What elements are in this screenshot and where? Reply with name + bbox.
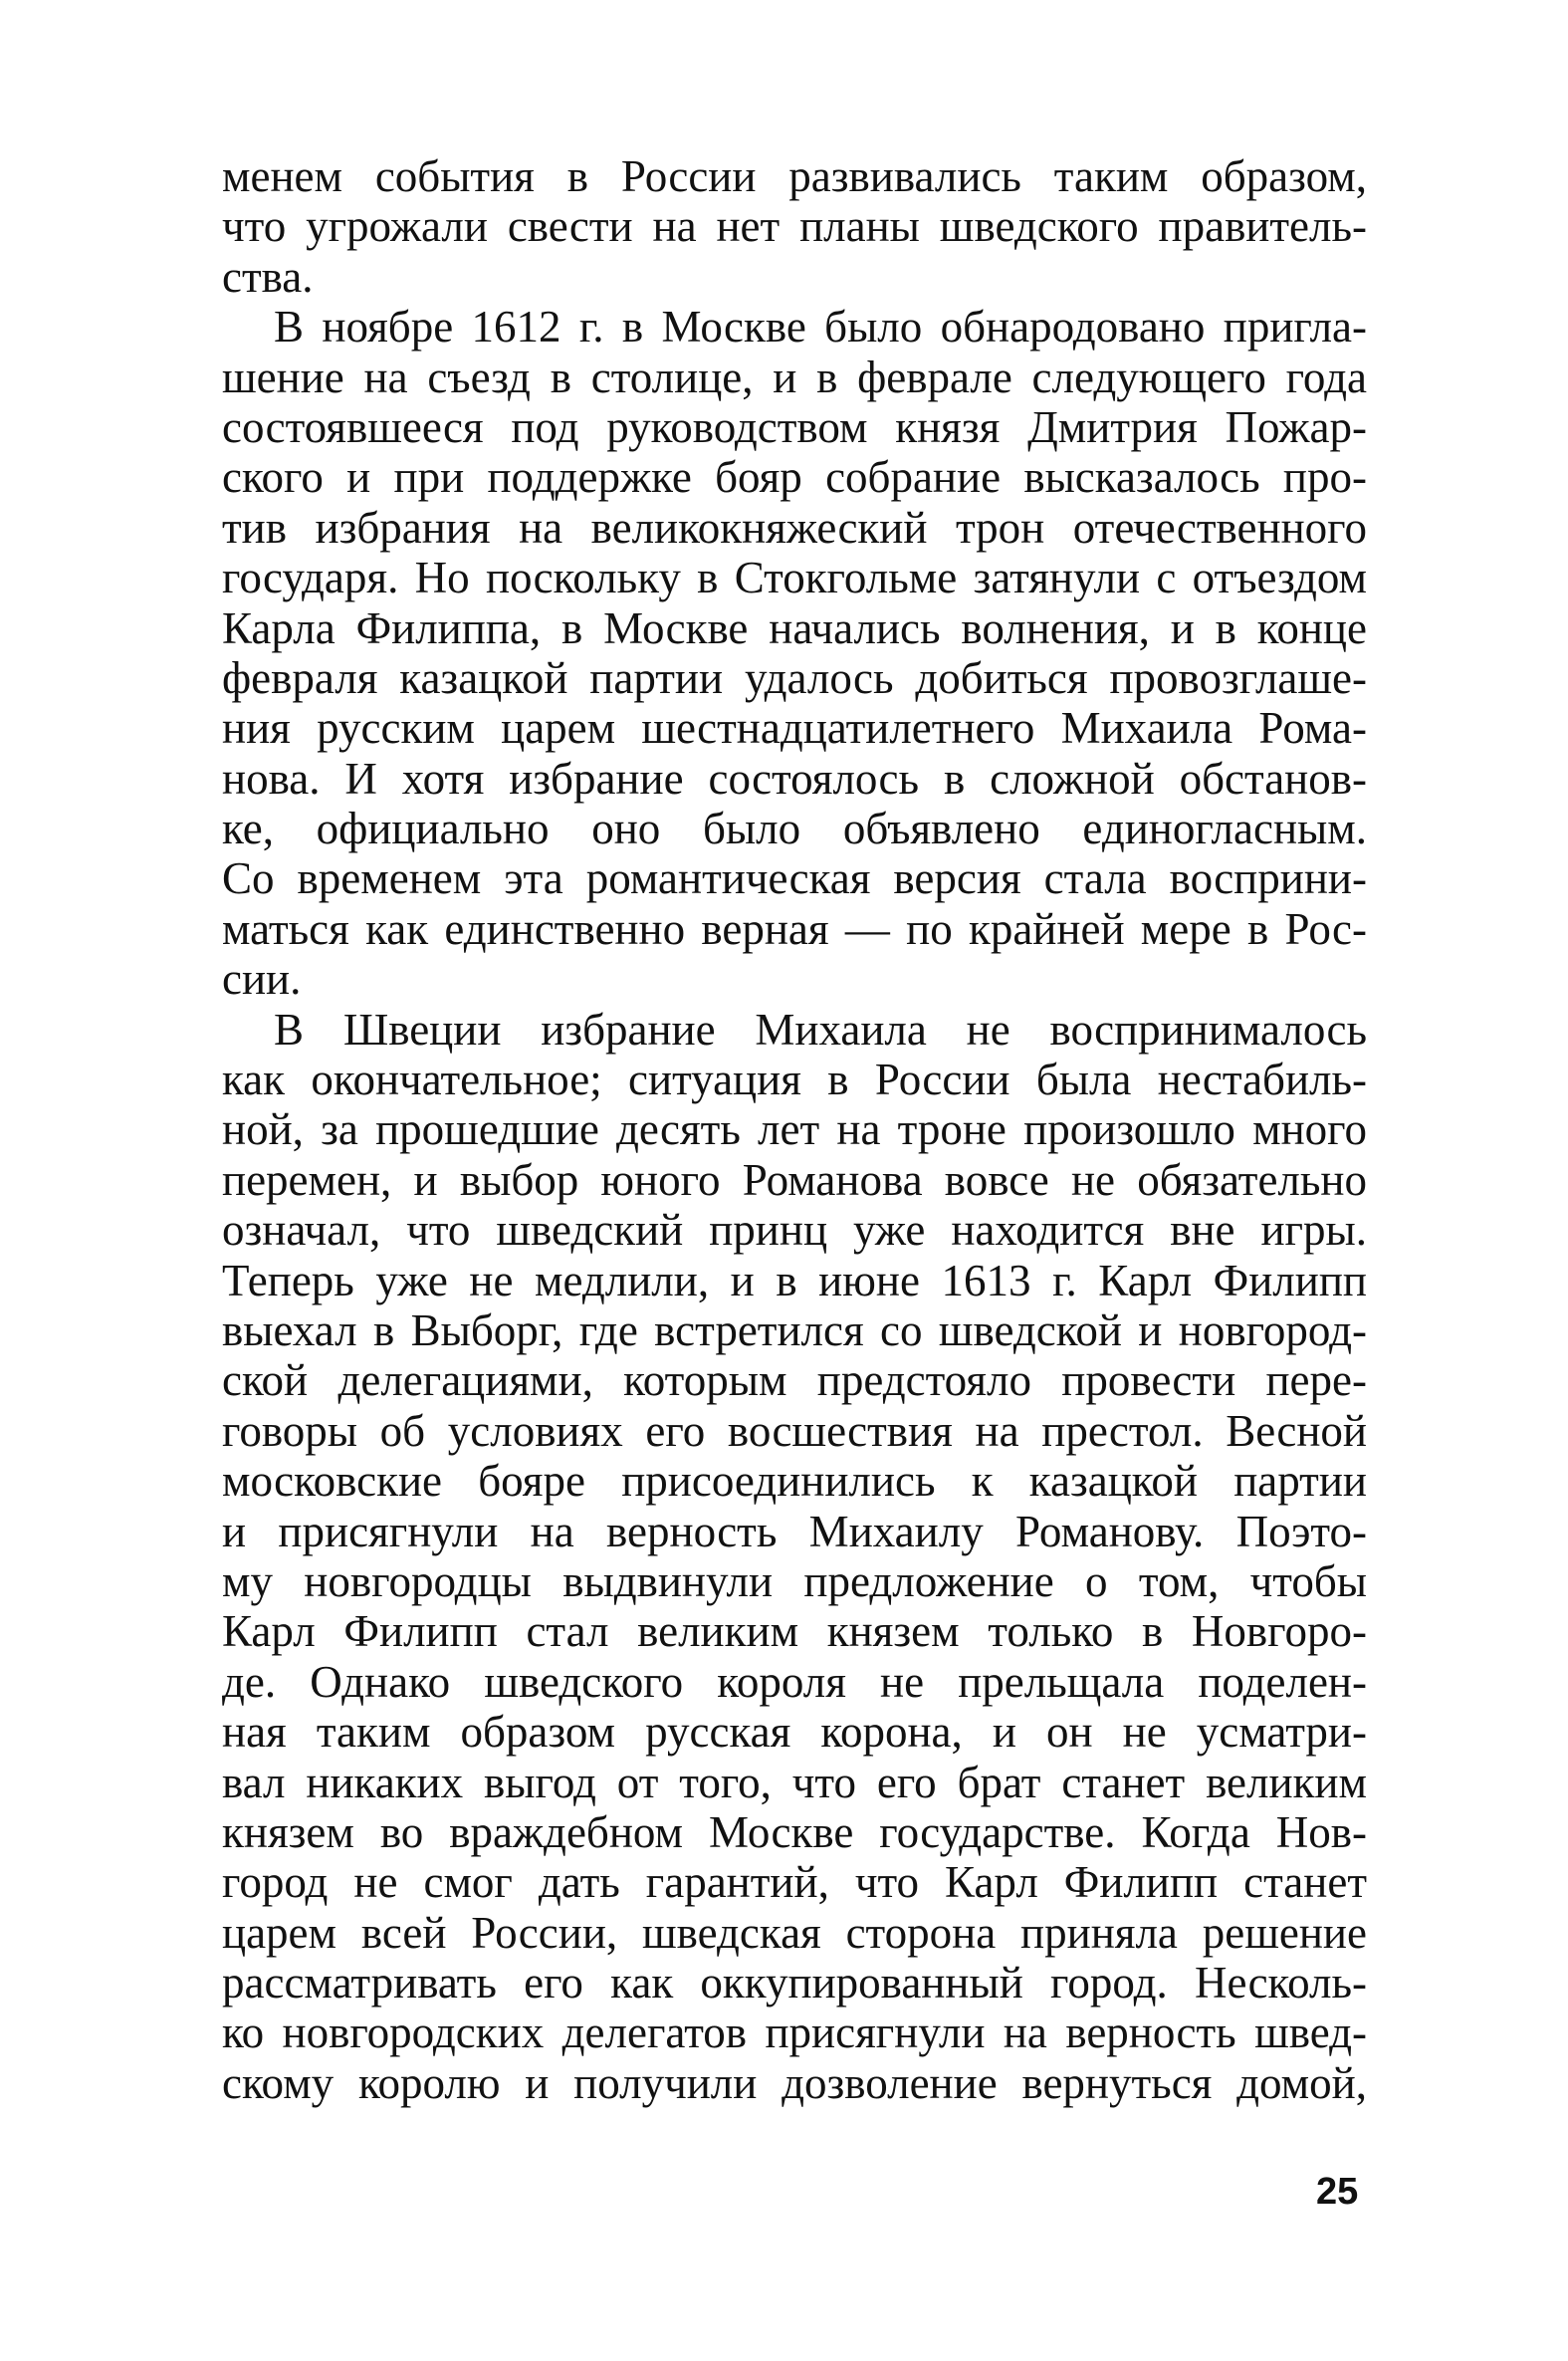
text-line: ского и при поддержке бояр собрание высказалось про- [222, 452, 1367, 503]
text-line: менем события в России развивались таким образом, [222, 151, 1367, 201]
text-line: ства. [222, 251, 314, 302]
text-line: сии. [222, 954, 302, 1005]
text-line: ской делегациями, которым предстояло провести пере- [222, 1355, 1367, 1406]
text-line: нова. И хотя избрание состоялось в сложной обстанов- [222, 753, 1367, 804]
paragraph-2 [222, 302, 1367, 1004]
text-line: маться как единственно верная — по крайней мере в Рос- [222, 903, 1367, 954]
text-line: В ноябре 1612 г. в Москве было обнародовано пригла- [274, 302, 1367, 353]
text-line: как окончательное; ситуация в России была нестабиль- [222, 1055, 1367, 1105]
paragraph-1 [222, 151, 1367, 302]
text-line: говоры об условиях его восшествия на престол. Весной [222, 1405, 1367, 1456]
text-line: ния русским царем шестнадцатилетнего Михаила Рома- [222, 703, 1367, 754]
text-line: вал никаких выгод от того, что его брат станет великим [222, 1757, 1367, 1807]
text-line: означал, что шведский принц уже находится вне игры. [222, 1205, 1367, 1256]
text-line: перемен, и выбор юного Романова вовсе не обязательно [222, 1154, 1367, 1205]
text-line: Со временем эта романтическая версия стала восприни- [222, 853, 1367, 904]
text-line: государя. Но поскольку в Стокгольме затянули с отъездом [222, 553, 1367, 603]
text-line: тив избрания на великокняжеский трон отечественного [222, 502, 1367, 553]
text-line: скому королю и получили дозволение вернуться домой, [222, 2057, 1367, 2108]
text-line: де. Однако шведского короля не прельщала поделен- [222, 1656, 1367, 1707]
text-line: московские бояре присоединились к казацкой партии [222, 1456, 1367, 1507]
text-line: князем во враждебном Москве государстве. Когда Нов- [222, 1806, 1367, 1857]
text-line: му новгородцы выдвинули предложение о том, чтобы [222, 1555, 1367, 1606]
text-line: ной, за прошедшие десять лет на троне произошло много [222, 1104, 1367, 1155]
text-line: ко новгородских делегатов присягнули на верность швед- [222, 2007, 1367, 2058]
text-line: состоявшееся под руководством князя Дмитрия Пожар- [222, 401, 1367, 452]
page-number: 25 [1316, 2171, 1359, 2213]
text-line: Теперь уже не медлили, и в июне 1613 г. Карл Филипп [222, 1255, 1367, 1305]
text-line: и присягнули на верность Михаилу Романову. Поэто- [222, 1506, 1367, 1556]
text-line: город не смог дать гарантий, что Карл Филипп станет [222, 1857, 1367, 1908]
text-line: что угрожали свести на нет планы шведского правитель- [222, 201, 1367, 252]
text-line: царем всей России, шведская сторона приняла решение [222, 1907, 1367, 1958]
text-line: Карл Филипп стал великим князем только в Новгоро- [222, 1606, 1367, 1657]
body-text [222, 151, 1367, 2108]
text-line: шение на съезд в столице, и в феврале следующего года [222, 352, 1367, 402]
text-line: В Швеции избрание Михаила не воспринималось [274, 1004, 1367, 1055]
paragraph-3 [222, 1005, 1367, 2109]
text-line: ная таким образом русская корона, и он не усматри- [222, 1707, 1367, 1758]
text-line: ке, официально оно было объявлено единогласным. [222, 804, 1367, 854]
text-line: Карла Филиппа, в Москве начались волнения, и в конце [222, 602, 1367, 653]
text-line: рассматривать его как оккупированный город. Несколь- [222, 1958, 1367, 2008]
text-line: выехал в Выборг, где встретился со шведской и новгород- [222, 1304, 1367, 1355]
text-line: февраля казацкой партии удалось добиться провозглаше- [222, 652, 1367, 703]
